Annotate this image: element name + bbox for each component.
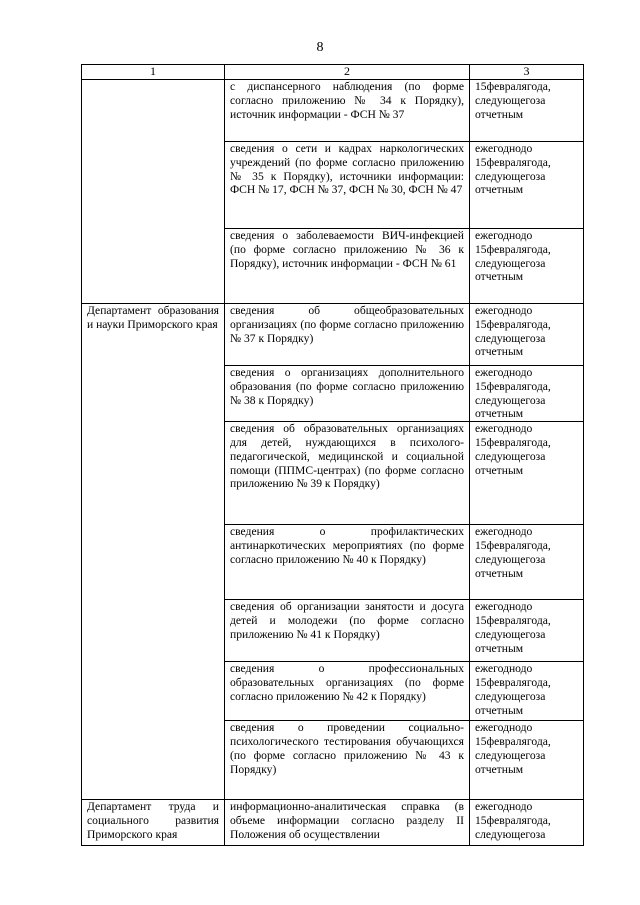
deadline-line: следующегоза [475, 93, 546, 107]
deadline-cell [470, 304, 584, 366]
department-cell: Департамент образования и науки Приморского края [82, 304, 225, 800]
info-cell: с диспансерного наблюдения (по форме согласно приложению № 34 к Порядку), источник информации - ФСН № 37 [225, 80, 470, 142]
column-header-1: 1 [82, 65, 225, 80]
table-body [82, 80, 584, 846]
deadline-line: отчетным [475, 703, 524, 717]
info-cell: сведения о проведении социально-психологического тестирования обучающихся (по форме согласно приложению № 43 к Порядку) [225, 721, 470, 800]
info-cell: сведения о профилактических антинаркотических мероприятиях (по форме согласно приложению № 40 к Порядку) [225, 525, 470, 600]
deadline-cell [470, 600, 584, 662]
deadline-line: ежегоднодо [475, 600, 533, 614]
deadline-line: 15февралягода, [475, 155, 551, 169]
info-cell: сведения о сети и кадрах наркологических учреждений (по форме согласно приложению № 35 к Порядку), источники информации: ФСН № 17, ФСН № 37, ФСН № 30, ФСН № 47 [225, 142, 470, 229]
deadline-line: отчетным [475, 407, 524, 421]
column-header-3: 3 [470, 65, 584, 80]
deadline-line: следующегоза [475, 827, 546, 841]
page-number: 8 [316, 40, 324, 55]
deadline-line: 15февралягода, [475, 80, 551, 93]
deadline-line: следующегоза [475, 552, 546, 566]
deadline-line: ежегоднодо [475, 366, 533, 379]
deadline-line: 15февралягода, [475, 242, 551, 256]
deadline-line: следующегоза [475, 449, 546, 463]
info-cell: сведения о заболеваемости ВИЧ-инфекцией (по форме согласно приложению № 36 к Порядку), источник информации - ФСН № 61 [225, 229, 470, 304]
deadline-cell [470, 525, 584, 600]
table-row [82, 80, 584, 142]
deadline-line: ежегоднодо [475, 304, 533, 317]
deadline-line: ежегоднодо [475, 142, 533, 155]
deadline-line: ежегоднодо [475, 800, 533, 814]
deadline-line: ежегоднодо [475, 229, 533, 242]
deadline-line: 15февралягода, [475, 317, 551, 331]
info-cell: сведения об общеобразовательных организациях (по форме согласно приложению № 37 к Порядку) [225, 304, 470, 366]
deadline-line: отчетным [475, 762, 524, 776]
info-cell: сведения об образовательных организациях для детей, нуждающихся в психолого-педагогической, медицинской и социальной помощи (ППМС-центрах) (по форме согласно приложению № 39 к Порядку) [225, 422, 470, 525]
deadline-line: ежегоднодо [475, 525, 533, 539]
deadline-line: следующегоза [475, 331, 546, 345]
header-row [82, 65, 584, 80]
deadline-cell [470, 662, 584, 721]
info-cell: сведения о организациях дополнительного образования (по форме согласно приложению № 38 к Порядку) [225, 366, 470, 422]
deadline-line: 15февралягода, [475, 675, 551, 689]
column-header-2: 2 [225, 65, 470, 80]
deadline-line: следующегоза [475, 627, 546, 641]
deadline-line: 15февралягода, [475, 379, 551, 393]
deadline-cell [470, 229, 584, 304]
deadline-line: 15февралягода, [475, 613, 551, 627]
deadline-line: ежегоднодо [475, 422, 533, 436]
table-row [82, 304, 584, 366]
deadline-line: ежегоднодо [475, 662, 533, 676]
deadline-line: отчетным [475, 463, 524, 477]
deadline-line: отчетным [475, 566, 524, 580]
deadline-line: отчетным [475, 641, 524, 655]
deadline-cell [470, 422, 584, 525]
reporting-table [81, 64, 584, 846]
deadline-cell [470, 721, 584, 800]
deadline-line: 15февралягода, [475, 734, 551, 748]
deadline-cell [470, 366, 584, 422]
department-cell [82, 80, 225, 304]
table-row [82, 800, 584, 846]
deadline-line: отчетным [475, 345, 524, 359]
deadline-line: отчетным [475, 183, 524, 197]
department-cell: Департамент труда и социального развития Приморского края [82, 800, 225, 846]
info-cell: сведения о профессиональных образовательных организациях (по форме согласно приложению № 42 к Порядку) [225, 662, 470, 721]
deadline-line: 15февралягода, [475, 435, 551, 449]
deadline-cell [470, 142, 584, 229]
deadline-cell [470, 800, 584, 846]
info-cell: сведения об организации занятости и досуга детей и молодежи (по форме согласно приложению № 41 к Порядку) [225, 600, 470, 662]
deadline-line: следующегоза [475, 169, 546, 183]
deadline-line: ежегоднодо [475, 721, 533, 735]
deadline-line: следующегоза [475, 256, 546, 270]
deadline-cell [470, 80, 584, 142]
deadline-line: следующегоза [475, 393, 546, 407]
deadline-line: отчетным [475, 270, 524, 284]
deadline-line: следующегоза [475, 748, 546, 762]
deadline-line: 15февралягода, [475, 538, 551, 552]
deadline-line: 15февралягода, [475, 813, 551, 827]
info-cell: информационно-аналитическая справка (в объеме информации согласно разделу II Положения об осуществлении [225, 800, 470, 846]
deadline-line: отчетным [475, 107, 524, 121]
deadline-line: следующегоза [475, 689, 546, 703]
